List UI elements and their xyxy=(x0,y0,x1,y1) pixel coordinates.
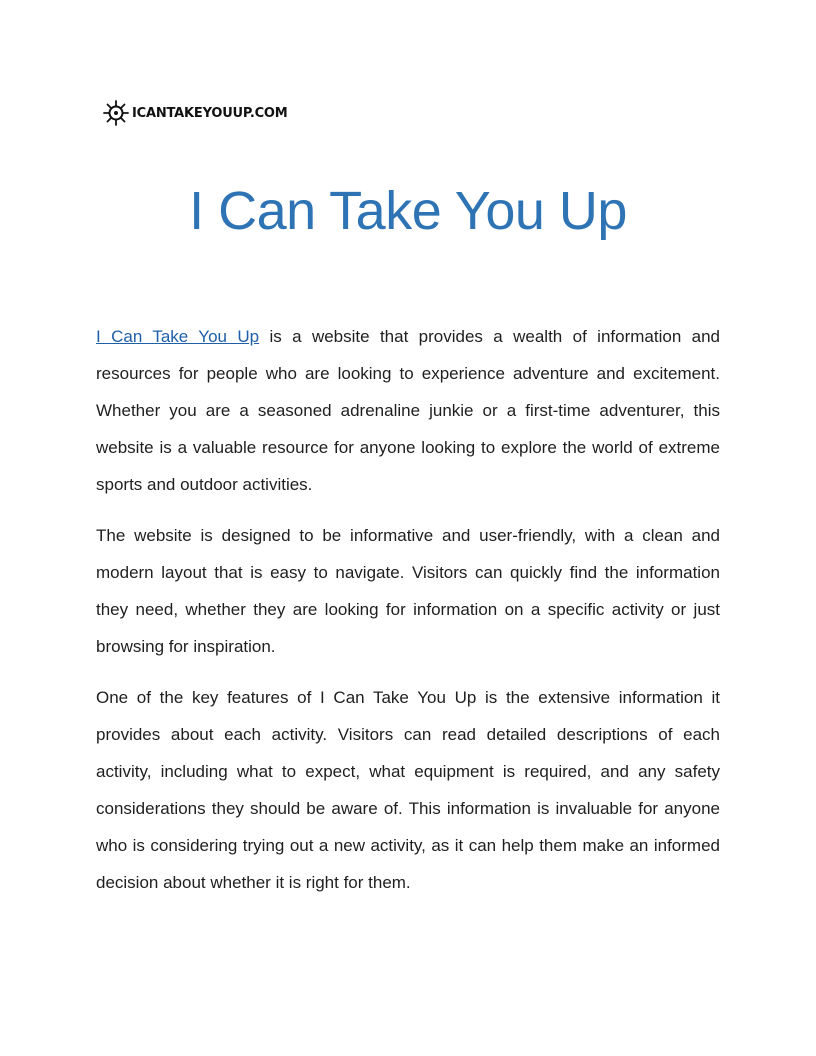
paragraph-2: The website is designed to be informative and user-friendly, with a clean and modern layout that is easy to navigate. Visitors can quickly find the information they need, whether they are looking for information on a specific activity or just browsing for inspiration. xyxy=(96,526,720,656)
site-link[interactable]: I Can Take You Up xyxy=(96,327,260,346)
paragraph-1-text: is a website that provides a wealth of information and resources for people who are looking to experience adventure and excitement. Whether you are a seasoned adrenaline junkie or a first-time adventurer, this website is a valuable resource for anyone looking to explore the world of extreme sports and outdoor activities. xyxy=(96,327,721,494)
paragraph-1 xyxy=(96,318,720,503)
paragraph-3: One of the key features of I Can Take You Up is the extensive information it provides about each activity. Visitors can read detailed descriptions of each activity, including what to expect, what equipment is required, and any safety considerations they should be aware of. This information is invaluable for anyone who is considering trying out a new activity, as it can help them make an informed decision about whether it is right for them. xyxy=(96,688,720,892)
document-title: I Can Take You Up xyxy=(189,181,627,241)
logo-text: ICANTAKEYOUUP.COM xyxy=(132,105,288,121)
ship-wheel-icon xyxy=(102,99,130,127)
document-body xyxy=(96,318,720,915)
site-logo[interactable] xyxy=(102,98,288,128)
